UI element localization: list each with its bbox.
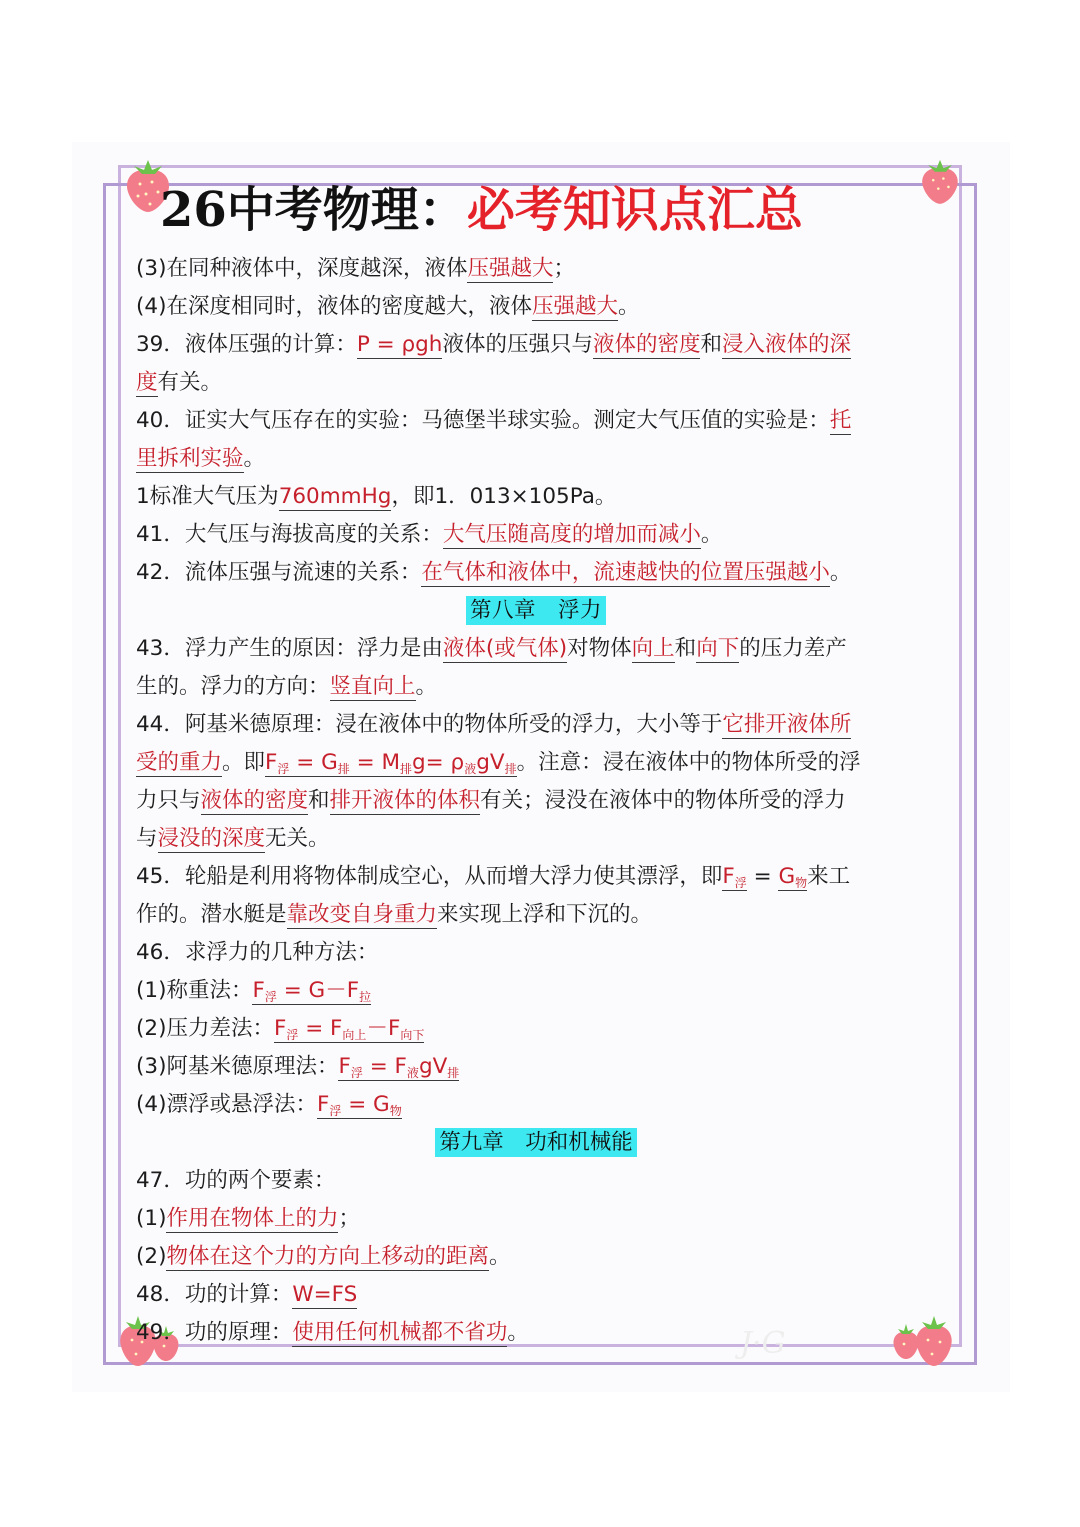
key-answer: 浮	[264, 990, 277, 1004]
text-line	[136, 1162, 936, 1200]
key-answer: 浮	[734, 876, 747, 890]
text-line	[136, 1048, 936, 1086]
highlighted-answer	[443, 636, 567, 663]
key-answer: F	[252, 978, 265, 1003]
key-answer: 浮	[277, 762, 290, 776]
text-line	[136, 934, 936, 972]
key-answer: 向下	[696, 636, 740, 661]
body-text: 作的。潜水艇是	[136, 902, 287, 927]
body-text: (3)阿基米德原理法：	[136, 1054, 339, 1079]
body-text: 来实现上浮和下沉的。	[437, 902, 653, 927]
text-line	[136, 668, 936, 706]
body-text: 。	[243, 446, 266, 471]
chapter-label: 第八章 浮力	[466, 596, 606, 625]
key-answer: 里拆利实验	[136, 446, 244, 471]
key-answer: 大气压随高度的增加而减小	[442, 522, 701, 547]
key-answer: F	[722, 864, 735, 889]
body-text: 有关；浸没在液体中的物体所受的浮力	[480, 788, 846, 813]
key-answer: = G	[341, 1092, 390, 1117]
highlighted-answer	[357, 332, 443, 359]
body-text: 来工	[807, 864, 851, 889]
highlighted-answer	[317, 1092, 402, 1119]
key-answer: －F	[366, 1016, 401, 1041]
body-text: 。	[488, 1244, 511, 1269]
key-answer: F	[273, 1016, 287, 1041]
key-answer: 液体的密度	[200, 788, 309, 813]
highlighted-answer	[274, 1016, 424, 1043]
key-answer: 物体在这个力的方向上移动的距离	[166, 1244, 489, 1269]
body-text: 39．液体压强的计算：	[136, 332, 357, 357]
key-answer: 压强越大	[467, 256, 554, 281]
key-answer: = F	[362, 1054, 407, 1079]
body-text: 46．求浮力的几种方法：	[136, 940, 379, 965]
key-answer: = F	[298, 1016, 343, 1041]
text-line	[136, 820, 936, 858]
highlighted-answer	[158, 826, 266, 853]
key-answer: gV	[476, 750, 505, 775]
text-line	[136, 250, 936, 288]
highlighted-answer	[330, 788, 481, 815]
highlighted-answer	[593, 332, 701, 359]
body-text: 44．阿基米德原理：浸在液体中的物体所受的浮力，大小等于	[136, 712, 723, 737]
key-answer: F	[265, 750, 278, 775]
body-text: 43．浮力产生的原因：浮力是由	[136, 636, 443, 661]
chapter-heading	[136, 592, 936, 630]
highlighted-answer	[830, 408, 852, 435]
body-text: 42．流体压强与流速的关系：	[136, 560, 422, 585]
body-text: (3)在同种液体中，深度越深，液体	[136, 256, 468, 281]
body-text: =	[746, 864, 779, 889]
highlighted-answer	[136, 370, 158, 397]
text-line	[136, 896, 936, 934]
highlighted-answer	[252, 978, 371, 1005]
body-text: ；	[338, 1206, 360, 1231]
highlighted-answer	[696, 636, 739, 663]
key-answer: 向下	[400, 1028, 425, 1042]
key-answer: 排	[504, 762, 517, 776]
body-text: 与	[136, 826, 158, 851]
body-text: (1)	[136, 1206, 167, 1231]
text-line	[136, 440, 936, 478]
highlighted-answer	[279, 484, 392, 511]
text-line	[136, 972, 936, 1010]
highlighted-answer	[330, 674, 416, 701]
key-answer: 托	[829, 408, 852, 433]
body-text: 1标准大气压为	[136, 484, 279, 509]
key-answer: P = ρgh	[356, 332, 443, 357]
body-text: 40．证实大气压存在的实验：马德堡半球实验。测定大气压值的实验是：	[136, 408, 830, 433]
key-answer: W=FS	[292, 1282, 358, 1307]
body-text: 。	[415, 674, 438, 699]
body-text: (2)	[136, 1244, 167, 1269]
key-answer: 排开液体的体积	[329, 788, 481, 813]
key-answer: 浸入液体的深	[721, 332, 851, 357]
text-line	[136, 364, 936, 402]
body-text: (2)压力差法：	[136, 1016, 274, 1041]
key-answer: g= ρ	[412, 750, 465, 775]
body-text: 和	[674, 636, 697, 661]
strawberry-icon	[918, 156, 962, 206]
body-text: 有关。	[157, 370, 223, 395]
text-line	[136, 1314, 936, 1352]
highlighted-answer	[136, 750, 222, 777]
title-part-red: 必考知识点汇总	[466, 182, 803, 238]
text-line	[136, 782, 936, 820]
key-answer: 使用任何机械都不省功	[292, 1320, 508, 1345]
key-answer: 物	[795, 876, 808, 890]
text-line	[136, 554, 936, 592]
text-line	[136, 402, 936, 440]
text-line	[136, 288, 936, 326]
highlighted-answer	[166, 1244, 489, 1271]
highlighted-answer	[287, 902, 438, 929]
body-text: (1)称重法：	[136, 978, 253, 1003]
key-answer: 度	[136, 370, 158, 395]
knowledge-list	[136, 250, 936, 1352]
key-answer: = G	[289, 750, 338, 775]
key-answer: 液体的密度	[592, 332, 701, 357]
highlighted-answer	[292, 1320, 507, 1347]
key-answer: 压强越大	[531, 294, 618, 319]
key-answer: 它排开液体所	[722, 712, 852, 737]
highlighted-answer	[532, 294, 618, 321]
highlighted-answer	[265, 750, 517, 777]
body-text: 和	[308, 788, 330, 813]
body-text: ，即1．013×105Pa。	[391, 484, 617, 509]
body-text: 。	[829, 560, 852, 585]
highlighted-answer	[632, 636, 675, 663]
text-line	[136, 1200, 936, 1238]
key-answer: 浸没的深度	[157, 826, 266, 851]
key-answer: = G－F	[276, 978, 360, 1003]
text-line	[136, 1010, 936, 1048]
text-line	[136, 1238, 936, 1276]
body-text: 49．功的原理：	[136, 1320, 293, 1345]
watermark-signature: J·G	[740, 1326, 786, 1361]
key-answer: 排	[400, 762, 413, 776]
highlighted-answer	[443, 522, 701, 549]
highlighted-answer	[722, 864, 746, 891]
highlighted-answer	[421, 560, 830, 587]
text-line	[136, 744, 936, 782]
highlighted-answer	[778, 864, 807, 891]
key-answer: 液体(或气体)	[442, 636, 568, 661]
body-text: 力只与	[136, 788, 201, 813]
key-answer: 排	[447, 1066, 460, 1080]
body-text: ；	[553, 256, 575, 281]
highlighted-answer	[467, 256, 553, 283]
body-text: 和	[700, 332, 722, 357]
highlighted-answer	[722, 712, 851, 739]
highlighted-answer	[201, 788, 309, 815]
body-text: 无关。	[265, 826, 330, 851]
body-text: 47．功的两个要素：	[136, 1168, 336, 1193]
key-answer: 向上	[631, 636, 675, 661]
body-text: 生的。浮力的方向：	[136, 674, 330, 699]
text-line	[136, 516, 936, 554]
key-answer: 排	[337, 762, 350, 776]
body-text: 对物体	[567, 636, 632, 661]
body-text: 41．大气压与海拔高度的关系：	[136, 522, 443, 547]
key-answer: 浮	[329, 1104, 342, 1118]
key-answer: F	[338, 1054, 351, 1079]
body-text: 。即	[222, 750, 266, 775]
key-answer: 作用在物体上的力	[166, 1206, 339, 1231]
key-answer: 浮	[350, 1066, 363, 1080]
text-line	[136, 1276, 936, 1314]
body-text: 。注意：浸在液体中的物体所受的浮	[516, 750, 861, 775]
text-line	[136, 706, 936, 744]
highlighted-answer	[166, 1206, 338, 1233]
key-answer: 物	[389, 1104, 402, 1118]
highlighted-answer	[338, 1054, 459, 1081]
title-part-black: 26中考物理：	[160, 182, 467, 238]
key-answer: 760mmHg	[278, 484, 392, 509]
body-text: 的压力差产	[739, 636, 847, 661]
chapter-heading	[136, 1124, 936, 1162]
key-answer: 向上	[342, 1028, 367, 1042]
highlighted-answer	[722, 332, 851, 359]
body-text: 液体的压强只与	[442, 332, 593, 357]
body-text: (4)漂浮或悬浮法：	[136, 1092, 317, 1117]
body-text: 48．功的计算：	[136, 1282, 293, 1307]
body-text: (4)在深度相同时，液体的密度越大，液体	[136, 294, 532, 319]
text-line	[136, 630, 936, 668]
body-text: 。	[617, 294, 640, 319]
key-answer: 在气体和液体中，流速越快的位置压强越小	[421, 560, 830, 585]
body-text: 。	[507, 1320, 529, 1345]
key-answer: 靠改变自身重力	[286, 902, 438, 927]
body-text: 。	[700, 522, 723, 547]
key-answer: 液	[464, 762, 477, 776]
text-line	[136, 1086, 936, 1124]
page-title	[160, 178, 803, 242]
key-answer: F	[316, 1092, 330, 1117]
key-answer: gV	[418, 1054, 448, 1079]
chapter-label: 第九章 功和机械能	[435, 1128, 637, 1157]
key-answer: 竖直向上	[329, 674, 416, 699]
key-answer: G	[778, 864, 796, 889]
key-answer: 液	[406, 1066, 419, 1080]
highlighted-answer	[136, 446, 244, 473]
key-answer: 拉	[359, 990, 372, 1004]
key-answer: = M	[349, 750, 401, 775]
text-line	[136, 858, 936, 896]
body-text: 45．轮船是利用将物体制成空心，从而增大浮力使其漂浮，即	[136, 864, 723, 889]
key-answer: 浮	[286, 1028, 299, 1042]
highlighted-answer	[292, 1282, 357, 1309]
text-line	[136, 326, 936, 364]
key-answer: 受的重力	[136, 750, 223, 775]
text-line	[136, 478, 936, 516]
